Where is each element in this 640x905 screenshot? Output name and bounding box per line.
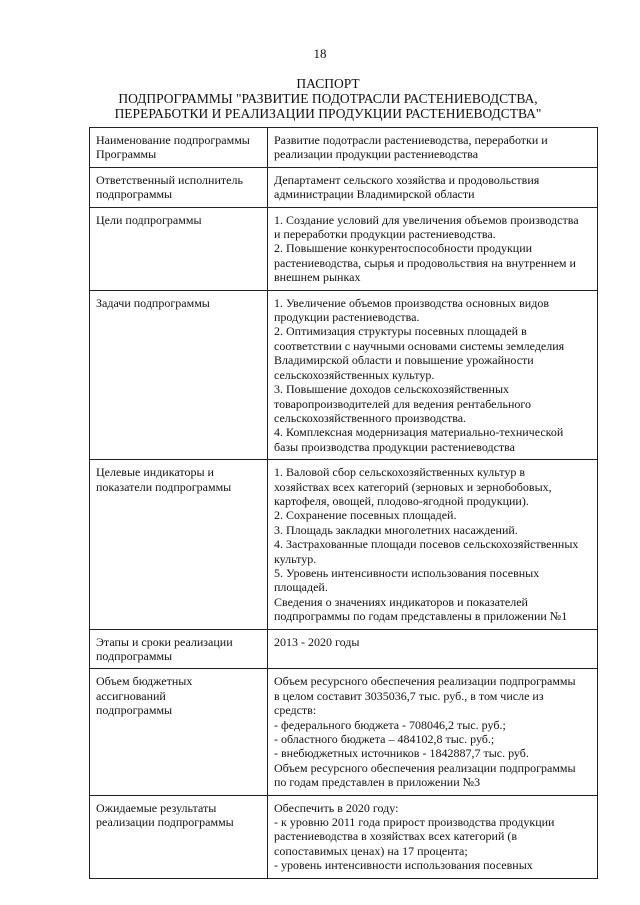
- row-label-line: показатели подпрограммы: [96, 479, 232, 494]
- row-value: [268, 167, 598, 207]
- row-label: [90, 290, 268, 459]
- row-value-line: растениеводства, сырья и продовольствия на внутреннем и: [274, 255, 576, 270]
- row-value-line: Развитие подотрасли растениеводства, переработки и: [274, 133, 548, 147]
- page-number: 18: [313, 46, 327, 61]
- row-value-line: Департамент сельского хозяйства и продовольствия: [274, 172, 540, 187]
- row-value-line: Сведения о значениях индикаторов и показателей: [274, 594, 528, 609]
- row-value: [268, 629, 598, 669]
- row-value-line: Объем ресурсного обеспечения реализации подпрограммы: [274, 760, 576, 775]
- row-label-line: Объем бюджетных ассигнований: [96, 674, 193, 703]
- row-value-line: растениеводства в хозяйствах всех категорий (в: [274, 829, 518, 844]
- row-label-line: подпрограммы: [96, 703, 173, 718]
- row-value-line: в целом составит 3035036,7 тыс. руб., в том числе из: [274, 688, 544, 703]
- row-value-line: - областного бюджета – 484102,8 тыс. руб.;: [274, 732, 495, 747]
- row-value-line: по годам представлен в приложении №3: [274, 775, 481, 790]
- row-value-line: 1. Валовой сбор сельскохозяйственных культур в: [274, 465, 526, 480]
- heading-line-3: ПЕРЕРАБОТКИ И РЕАЛИЗАЦИИ ПРОДУКЦИИ РАСТЕНИЕВОДСТВА": [114, 106, 542, 121]
- row-value-line: 3. Площадь закладки многолетних насаждений.: [274, 522, 518, 537]
- table-row: [90, 207, 598, 290]
- row-label: [90, 629, 268, 669]
- row-value-line: 4. Комплексная модернизация материально-технической: [274, 425, 564, 440]
- row-label-line: Этапы и сроки реализации: [96, 634, 233, 649]
- table-row: [90, 167, 598, 207]
- row-value-line: соответствии с научными основами системы земледелия: [274, 338, 565, 353]
- row-value-line: - внебюджетных источников - 1842887,7 тыс. руб.: [274, 746, 529, 761]
- row-value-line: 1. Увеличение объемов производства основных видов: [274, 295, 549, 310]
- row-value-line: 1. Создание условий для увеличения объемов производства: [274, 212, 579, 227]
- row-value-line: продукции растениеводства.: [274, 310, 420, 325]
- table-row: [90, 290, 598, 459]
- passport-table-body: [90, 128, 598, 879]
- row-label-line: Ожидаемые результаты: [96, 800, 217, 815]
- row-value: [268, 207, 598, 290]
- row-value-line: 2. Сохранение посевных площадей.: [274, 508, 457, 523]
- row-value-line: 2. Повышение конкурентоспособности продукции: [274, 241, 533, 256]
- row-label: [90, 795, 268, 878]
- row-value-line: сельскохозяйственных культур.: [274, 367, 435, 382]
- row-value-line: и переработки продукции растениеводства.: [274, 227, 496, 242]
- row-value-line: культур.: [274, 551, 317, 566]
- row-value-line: площадей.: [274, 580, 328, 595]
- row-value-line: подпрограммы по годам представлены в приложении №1: [274, 609, 568, 624]
- row-value-line: Владимирской области и повышение урожайности: [274, 353, 534, 368]
- document-heading: [60, 76, 596, 121]
- row-value-line: внешнем рынках: [274, 270, 361, 285]
- row-value-line: сельскохозяйственного производства.: [274, 410, 467, 425]
- row-value-line: картофеля, овощей, плодово-ягодной продукции).: [274, 493, 529, 508]
- table-row: [90, 128, 598, 168]
- row-value: [268, 460, 598, 629]
- row-value-line: средств:: [274, 703, 317, 718]
- table-row: [90, 795, 598, 878]
- passport-table: [89, 127, 598, 879]
- row-value-line: администрации Владимирской области: [274, 187, 475, 202]
- row-value-line: 2013 - 2020 годы: [274, 634, 360, 649]
- row-value-line: реализации продукции растениеводства: [274, 147, 479, 162]
- row-label: [90, 669, 268, 795]
- heading-line-2: ПОДПРОГРАММЫ "РАЗВИТИЕ ПОДОТРАСЛИ РАСТЕНИЕВОДСТВА,: [118, 91, 538, 106]
- row-label-line: Цели подпрограммы: [96, 212, 202, 227]
- row-value: [268, 290, 598, 459]
- heading-title: ПАСПОРТ: [296, 76, 360, 91]
- row-value: [268, 795, 598, 878]
- row-label: [90, 460, 268, 629]
- row-value-line: Объем ресурсного обеспечения реализации подпрограммы: [274, 674, 576, 689]
- row-value-line: - к уровню 2011 года прирост производства продукции: [274, 815, 555, 830]
- row-label-line: подпрограммы: [96, 187, 173, 202]
- row-label-line: Наименование подпрограммы: [96, 133, 250, 147]
- row-value-line: сопоставимых ценах) на 17 процента;: [274, 843, 468, 858]
- row-label-line: подпрограммы: [96, 649, 173, 663]
- table-row: [90, 460, 598, 629]
- row-value: [268, 128, 598, 168]
- row-value-line: 2. Оптимизация структуры посевных площадей в: [274, 324, 527, 339]
- row-label: [90, 128, 268, 168]
- row-value-line: хозяйствах всех категорий (зерновых и зернобобовых,: [274, 479, 552, 494]
- row-value-line: 3. Повышение доходов сельскохозяйственных: [274, 382, 510, 397]
- row-value: [268, 669, 598, 795]
- row-label-line: Задачи подпрограммы: [96, 295, 210, 310]
- row-value-line: - уровень интенсивности использования посевных: [274, 858, 533, 873]
- row-value-line: 4. Застрахованные площади посевов сельскохозяйственных: [274, 537, 579, 552]
- row-value-line: - федерального бюджета - 708046,2 тыс. руб.;: [274, 717, 506, 732]
- row-value-line: товаропроизводителей для ведения рентабельного: [274, 396, 531, 411]
- row-label-line: Ответственный исполнитель: [96, 172, 243, 187]
- row-value-line: Обеспечить в 2020 году:: [274, 800, 399, 815]
- row-label: [90, 167, 268, 207]
- row-label-line: Целевые индикаторы и: [96, 465, 214, 480]
- row-label: [90, 207, 268, 290]
- row-value-line: 5. Уровень интенсивности использования посевных: [274, 565, 540, 580]
- table-row: [90, 669, 598, 795]
- row-label-line: реализации подпрограммы: [96, 815, 234, 830]
- row-label-line: Программы: [96, 147, 157, 162]
- row-value-line: базы производства продукции растениеводства: [274, 439, 515, 454]
- table-row: [90, 629, 598, 669]
